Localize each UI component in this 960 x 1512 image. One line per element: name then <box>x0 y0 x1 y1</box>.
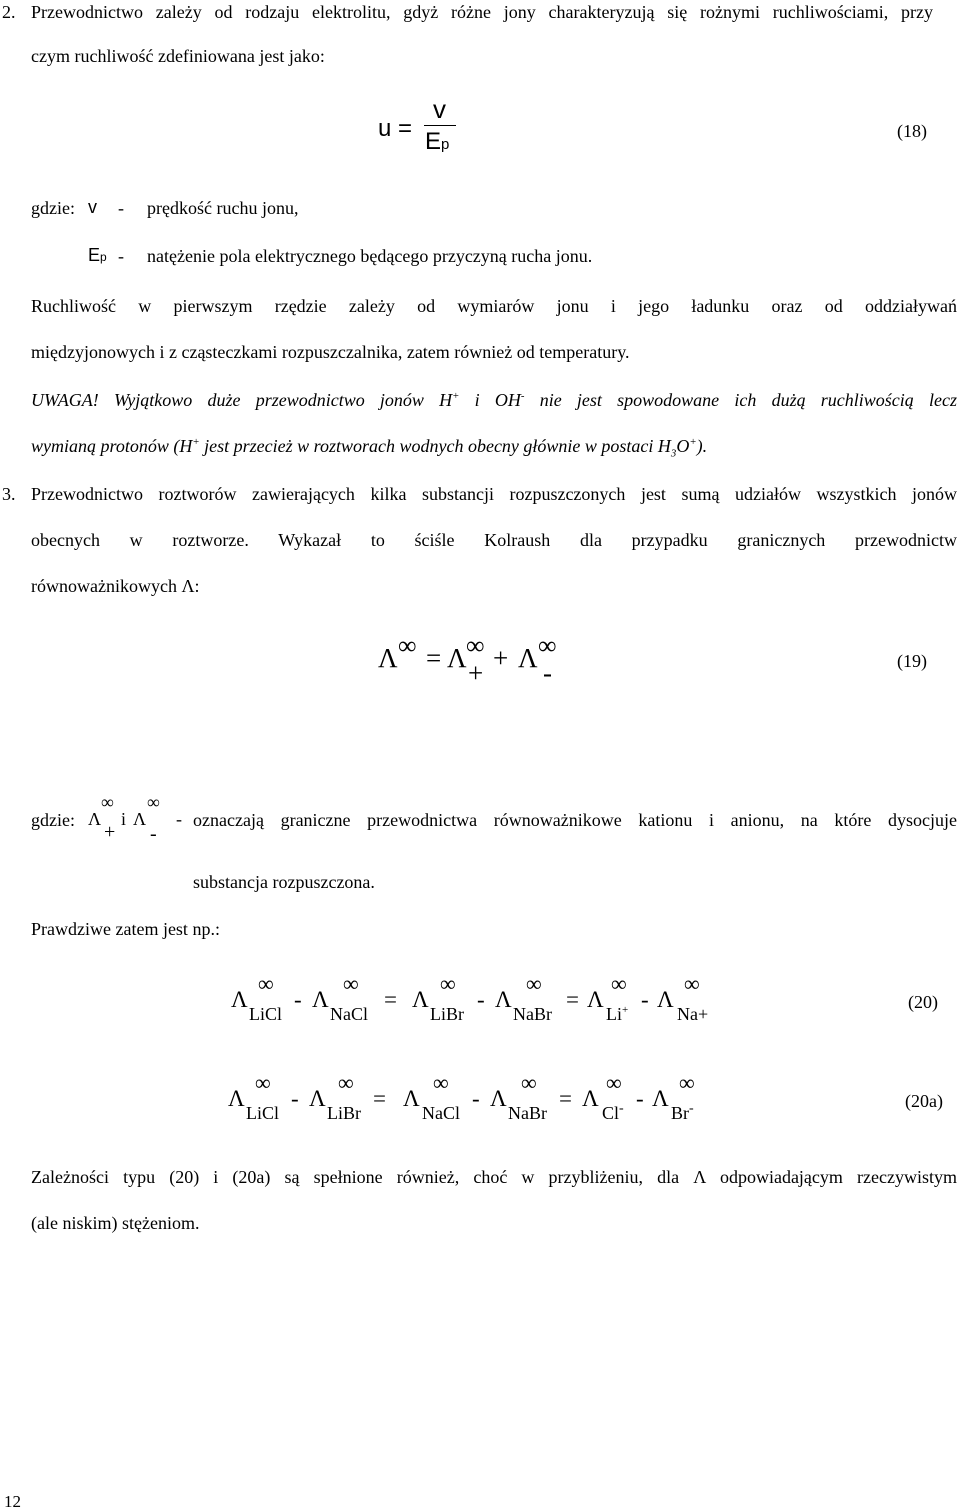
eq20a-infinity: ∞ <box>521 1070 537 1095</box>
eq20a-lambda: Λ <box>652 1086 669 1111</box>
where-infinity: ∞ <box>101 792 114 812</box>
eq20a-infinity: ∞ <box>606 1070 622 1095</box>
eq20-equals: = <box>384 987 397 1012</box>
eq20a-lambda: Λ <box>490 1086 507 1111</box>
section3-line3: równoważnikowych Λ: <box>31 576 200 596</box>
eq19-plus: + <box>493 643 509 673</box>
where-minus-sub: - <box>150 823 157 845</box>
eq20-lambda: Λ <box>587 987 604 1012</box>
where-infinity: ∞ <box>147 792 160 812</box>
eq20-infinity: ∞ <box>611 971 627 996</box>
eq20a-infinity: ∞ <box>679 1070 695 1095</box>
para1-line2: międzyjonowych i z cząsteczkami rozpuszczalnika, zatem również od temperatury. <box>31 342 630 362</box>
eq20a-lambda: Λ <box>309 1086 326 1111</box>
eq20a-lambda: Λ <box>403 1086 420 1111</box>
def2-text: natężenie pola elektrycznego będącego przyczyną rucha jonu. <box>147 246 593 266</box>
eq20a-label: (20a) <box>905 1091 943 1111</box>
page-number: 12 <box>4 1492 21 1511</box>
eq20-sub: LiCl <box>249 1004 283 1024</box>
eq20-equals: = <box>566 987 579 1012</box>
eq19-minus-sub: - <box>543 658 552 688</box>
eq20-infinity: ∞ <box>440 971 456 996</box>
eq20a-lambda: Λ <box>228 1086 245 1111</box>
eq20-infinity: ∞ <box>526 971 542 996</box>
para1-line1: Ruchliwość w pierwszym rzędzie zależy od wymiarów jonu i jego ładunku oraz od oddziaływań <box>31 296 957 316</box>
uwaga-line1: UWAGA! Wyjątkowo duże przewodnictwo jonów H+ i OH- nie jest spowodowane ich dużą ruchliwością lecz <box>31 390 957 410</box>
final-line2: (ale niskim) stężeniom. <box>31 1213 200 1233</box>
def1-text: prędkość ruchu jonu, <box>147 198 299 218</box>
eq20a-sub-cl: Cl- <box>602 1101 624 1123</box>
section3-line1: Przewodnictwo roztworów zawierających kilka substancji rozpuszczonych jest sumą udziałów wszystkich jonów <box>31 484 957 504</box>
section-number-2: 2. <box>2 2 16 22</box>
eq20a-infinity: ∞ <box>255 1070 271 1095</box>
eq20a-sub: LiCl <box>246 1103 280 1123</box>
eq19-lambda-minus: Λ <box>518 643 538 673</box>
def1-dash: - <box>118 198 124 218</box>
eq20-sub: LiBr <box>430 1004 464 1024</box>
eq20a-sub-br: Br- <box>671 1101 694 1123</box>
eq20-sub: Na+ <box>677 1004 709 1024</box>
eq20a-infinity: ∞ <box>338 1070 354 1095</box>
eq20-lambda: Λ <box>412 987 429 1012</box>
where-plus-sub: + <box>104 821 116 843</box>
eq20a-sub: LiBr <box>327 1103 361 1123</box>
eq19-lambda: Λ <box>378 643 398 673</box>
eq19-equals: = <box>426 643 442 673</box>
uwaga-line2: wymianą protonów (H+ jest przecież w roztworach wodnych obecny głównie w postaci $H_3O^+$). <box>31 436 708 460</box>
eq20-lambda: Λ <box>312 987 329 1012</box>
eq19-infinity: ∞ <box>466 631 485 660</box>
final-line1: Zależności typu (20) i (20a) są spełnione również, choć w przybliżeniu, dla Λ odpowiadającym rzeczywistym <box>31 1167 957 1187</box>
eq20-lambda: Λ <box>657 987 674 1012</box>
eq20-minus: - <box>477 987 485 1012</box>
eq19-infinity: ∞ <box>538 631 557 660</box>
eq18-fraction-bar <box>424 125 456 126</box>
section3-line2: obecnych w roztworze. Wykazał to ściśle Kolraush dla przypadku granicznych przewodnictw <box>31 530 957 550</box>
eq20-minus: - <box>294 987 302 1012</box>
eq20a-minus: - <box>636 1086 644 1111</box>
eq20-infinity: ∞ <box>343 971 359 996</box>
eq20-sub: NaBr <box>513 1004 552 1024</box>
def2-symbol: Ep <box>88 245 107 265</box>
eq20a-sub: NaBr <box>508 1103 547 1123</box>
eq19-lambda-plus: Λ <box>447 643 467 673</box>
where-text2: substancja rozpuszczona. <box>193 872 375 892</box>
eq18-lhs: u = <box>378 115 413 142</box>
prawdziwe-label: Prawdziwe zatem jest np.: <box>31 919 220 939</box>
eq19-label: (19) <box>897 651 927 671</box>
eq18-numerator: v <box>433 94 446 124</box>
where-dash: - <box>176 809 182 829</box>
eq20a-minus: - <box>291 1086 299 1111</box>
section2-line2: czym ruchliwość zdefiniowana jest jako: <box>31 46 325 66</box>
eq20-label: (20) <box>908 992 938 1012</box>
eq20-minus: - <box>641 987 649 1012</box>
eq20a-infinity: ∞ <box>433 1070 449 1095</box>
where-text: oznaczają graniczne przewodnictwa równoważnikowe kationu i anionu, na które dysocjuje <box>193 810 957 830</box>
eq20a-lambda: Λ <box>582 1086 599 1111</box>
where-and: i <box>121 809 127 829</box>
section2-line1: Przewodnictwo zależy od rodzaju elektrolitu, gdyż różne jony charakteryzują się rożnymi ruchliwościami, przy <box>31 2 933 22</box>
eq20-sub: NaCl <box>330 1004 368 1024</box>
where-label-2: gdzie: <box>31 810 75 830</box>
eq20-infinity: ∞ <box>684 971 700 996</box>
eq20a-equals: = <box>559 1086 572 1111</box>
eq20a-equals: = <box>373 1086 386 1111</box>
eq20-lambda: Λ <box>495 987 512 1012</box>
eq20-lambda: Λ <box>231 987 248 1012</box>
eq19-infinity: ∞ <box>398 631 417 660</box>
eq20a-minus: - <box>472 1086 480 1111</box>
where-label-1: gdzie: <box>31 198 75 218</box>
section-number-3: 3. <box>2 484 16 504</box>
eq20-infinity: ∞ <box>258 971 274 996</box>
eq20a-sub: NaCl <box>422 1103 460 1123</box>
eq18-label: (18) <box>897 121 927 141</box>
where-lambda-plus: Λ <box>88 809 102 829</box>
where-lambda-minus: Λ <box>133 809 147 829</box>
eq19-plus-sub: + <box>468 658 484 688</box>
def1-symbol: v <box>88 197 97 217</box>
eq18-denominator: Ep <box>425 128 450 155</box>
def2-dash: - <box>118 246 124 266</box>
eq20-sub-li: Li+ <box>606 1004 629 1024</box>
